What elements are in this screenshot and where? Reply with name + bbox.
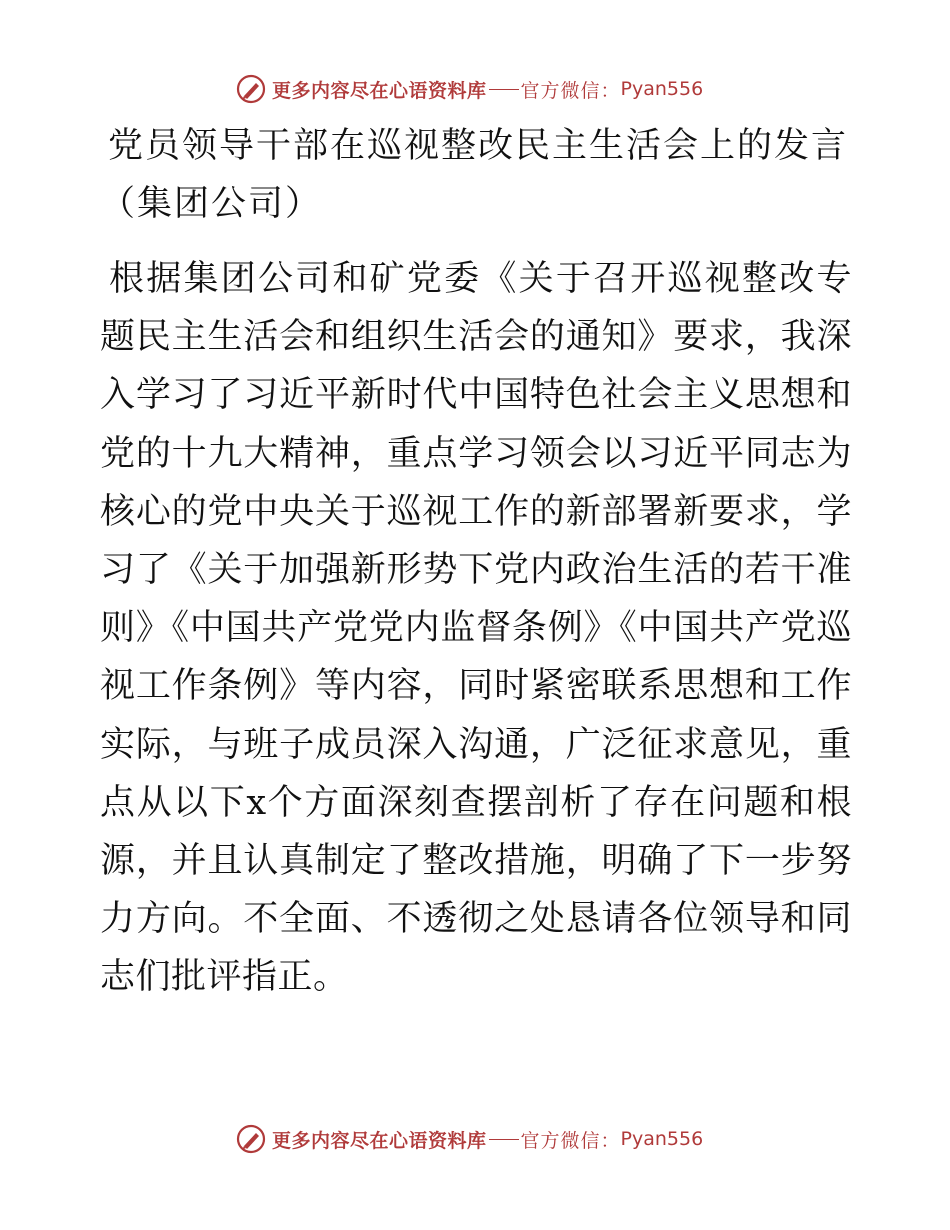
banner-dash: [489, 1139, 519, 1140]
pen-logo-icon: [236, 1124, 266, 1154]
document-subtitle: （集团公司）: [100, 184, 323, 224]
wechat-label: 官方微信：: [520, 79, 621, 102]
wechat-id: Pyan556: [620, 78, 704, 100]
document-title: 党员领导干部在巡视整改民主生活会上的发言: [108, 126, 849, 166]
footer-watermark-banner: [236, 1122, 703, 1156]
pen-logo-icon: [236, 74, 266, 104]
library-text: 更多内容尽在心语资料库: [272, 1129, 487, 1152]
wechat-label: 官方微信：: [520, 1129, 621, 1152]
wechat-id: Pyan556: [620, 1128, 704, 1150]
library-text: 更多内容尽在心语资料库: [272, 79, 487, 102]
body-paragraph: 根据集团公司和矿党委《关于召开巡视整改专题民主生活会和组织生活会的通知》要求，我深入学习了习近平新时代中国特色社会主义思想和党的十九大精神，重点学习领会以习近平同志为核心的党中央关于巡视工作的新部署新要求，学习了《关于加强新形势下党内政治生活的若干准则》《中国共产党党内监督条例》《中国共产党巡视工作条例》等内容，同时紧密联系思想和工作实际，与班子成员深入沟通，广泛征求意见，重点从以下x个方面深刻查摆剖析了存在问题和根源，并且认真制定了整改措施，明确了下一步努力方向。不全面、不透彻之处恳请各位领导和同志们批评指正。: [100, 259, 852, 998]
header-watermark-banner: [236, 72, 703, 106]
banner-dash: [489, 89, 519, 90]
